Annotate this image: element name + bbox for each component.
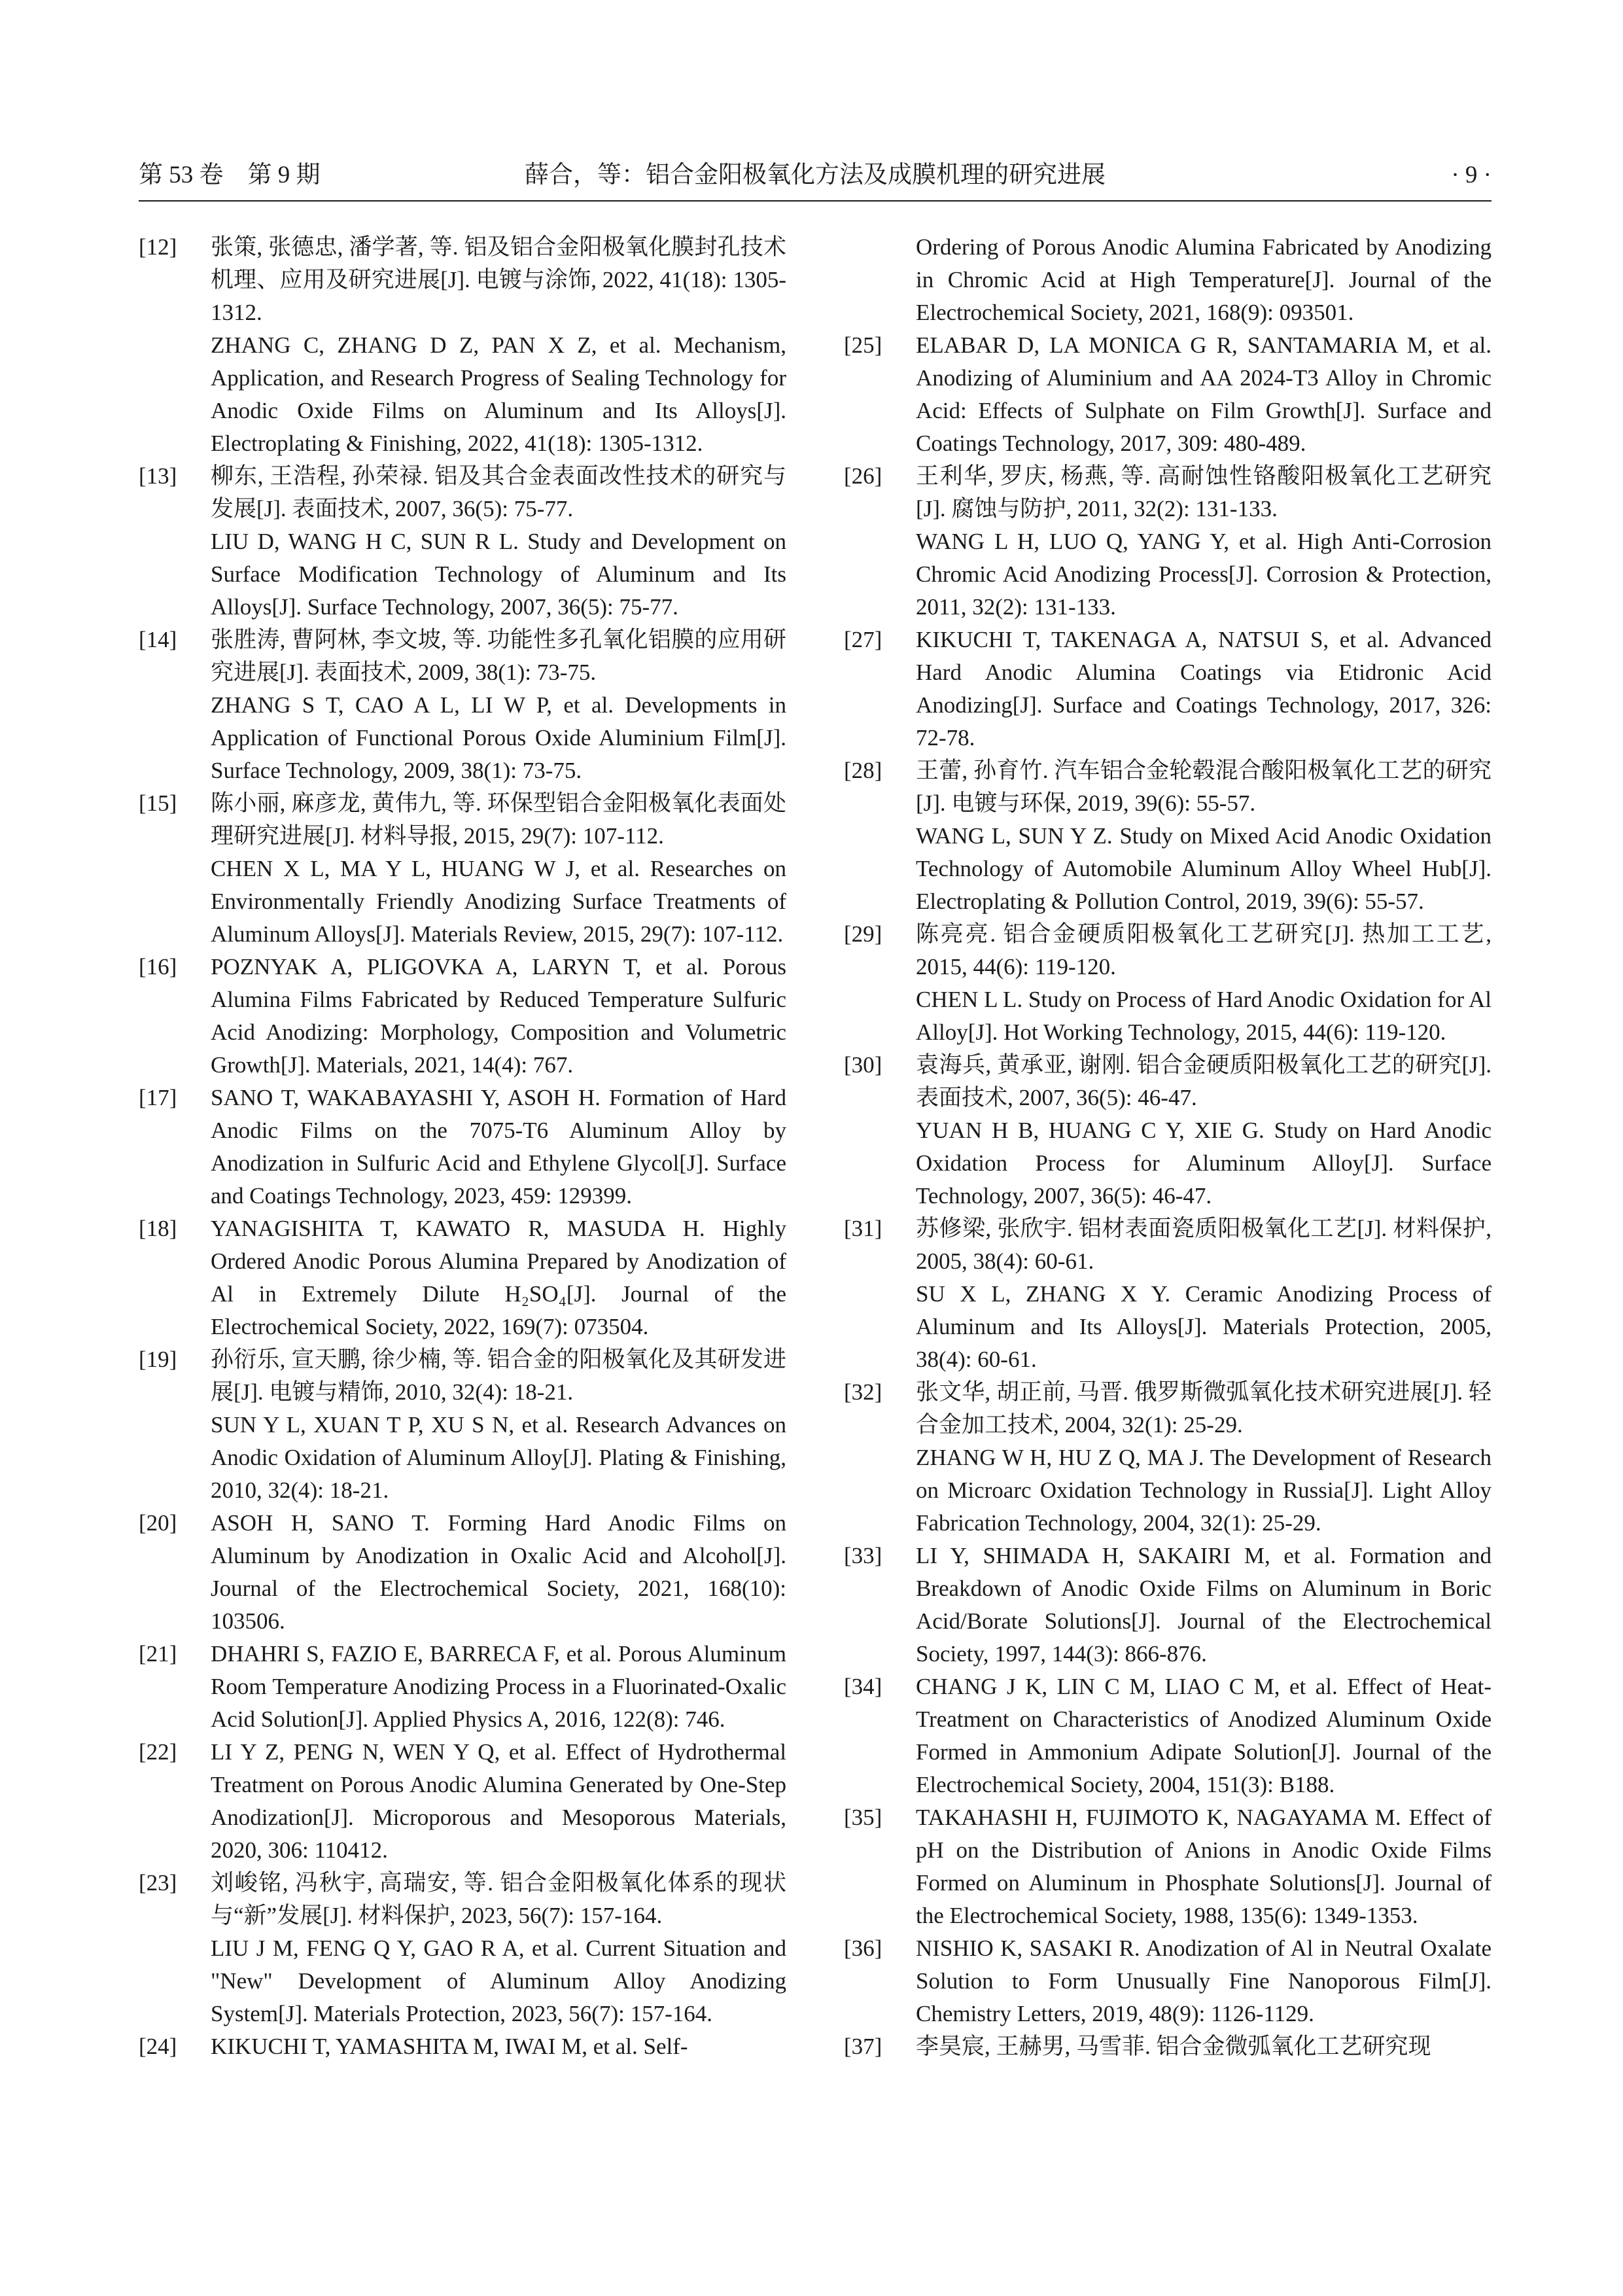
reference-entry — [844, 1049, 1492, 1212]
reference-text: SU X L, ZHANG X Y. Ceramic Anodizing Process of Aluminum and Its Alloys[J]. Materials Protection, 2005, 38(4): 60-61. — [916, 1281, 1492, 1372]
reference-entry — [139, 1082, 786, 1212]
reference-number: [21] — [139, 1641, 177, 1667]
reference-number: [26] — [844, 463, 882, 489]
reference-entry — [844, 1540, 1492, 1670]
running-title: 薛合，等：铝合金阳极氧化方法及成膜机理的研究进展 — [525, 162, 1106, 188]
reference-text: DHAHRI S, FAZIO E, BARRECA F, et al. Porous Aluminum Room Temperature Anodizing Process in a Fluorinated-Oxalic Acid Solution[J]. Applied Physics A, 2016, 122(8): 746. — [211, 1641, 786, 1732]
page-number: · 9 · — [1451, 162, 1492, 188]
reference-entry — [844, 460, 1492, 624]
running-header — [139, 156, 1492, 195]
reference-text: 张胜涛, 曹阿林, 李文坡, 等. 功能性多孔氧化铝膜的应用研究进展[J]. 表面技术, 2009, 38(1): 73-75. — [211, 627, 786, 685]
reference-number: [28] — [844, 758, 882, 783]
reference-text: ZHANG W H, HU Z Q, MA J. The Development of Research on Microarc Oxidation Technology in Russia[J]. Light Alloy Fabrication Technology, 2004, 32(1): 25-29. — [916, 1445, 1492, 1536]
reference-entry — [139, 1638, 786, 1736]
reference-entry — [844, 1212, 1492, 1376]
reference-entry — [139, 1736, 786, 1867]
reference-number: [29] — [844, 921, 882, 947]
reference-text: LI Y Z, PENG N, WEN Y Q, et al. Effect of Hydrothermal Treatment on Porous Anodic Alumina Generated by One-Step Anodization[J]. Microporous and Mesoporous Materials, 2020, 306: 110412. — [211, 1739, 786, 1863]
reference-number: [15] — [139, 790, 177, 816]
reference-number: [27] — [844, 627, 882, 652]
reference-number: [23] — [139, 1870, 177, 1896]
reference-entry — [139, 951, 786, 1082]
reference-text: YANAGISHITA T, KAWATO R, MASUDA H. Highly Ordered Anodic Porous Alumina Prepared by Anodization of Al in Extremely Dilute H₂SO₄[J]. Journal of the Electrochemical Society, 2022, 169(7): 073504. — [211, 1216, 786, 1339]
reference-text: 陈亮亮. 铝合金硬质阳极氧化工艺研究[J]. 热加工工艺, 2015, 44(6): 119-120. — [916, 921, 1492, 980]
reference-number: [16] — [139, 954, 177, 980]
reference-text: TAKAHASHI H, FUJIMOTO K, NAGAYAMA M. Effect of pH on the Distribution of Anions in Anodic Oxide Films Formed on Aluminum in Phosphate Solutions[J]. Journal of the Electrochemical Society, 1988, 135(6): 1349-1353. — [916, 1805, 1492, 1928]
reference-number: [22] — [139, 1739, 177, 1765]
reference-entry — [139, 460, 786, 624]
reference-text: ZHANG S T, CAO A L, LI W P, et al. Developments in Application of Functional Porous Oxide Aluminium Film[J]. Surface Technology, 2009, 38(1): 73-75. — [211, 692, 786, 783]
reference-entry — [844, 754, 1492, 918]
reference-number: [13] — [139, 463, 177, 489]
reference-entry — [139, 624, 786, 787]
reference-text: SUN Y L, XUAN T P, XU S N, et al. Research Advances on Anodic Oxidation of Aluminum Alloy[J]. Plating & Finishing, 2010, 32(4): 18-21. — [211, 1412, 786, 1503]
reference-text: 王蕾, 孙育竹. 汽车铝合金轮毂混合酸阳极氧化工艺的研究[J]. 电镀与环保, 2019, 39(6): 55-57. — [916, 758, 1492, 816]
reference-text: WANG L H, LUO Q, YANG Y, et al. High Anti-Corrosion Chromic Acid Anodizing Process[J]. Corrosion & Protection, 2011, 32(2): 131-133. — [916, 529, 1492, 620]
reference-text: YUAN H B, HUANG C Y, XIE G. Study on Hard Anodic Oxidation Process for Aluminum Alloy[J]. Surface Technology, 2007, 36(5): 46-47. — [916, 1118, 1492, 1209]
reference-text: 张文华, 胡正前, 马晋. 俄罗斯微弧氧化技术研究进展[J]. 轻合金加工技术, 2004, 32(1): 25-29. — [916, 1379, 1492, 1438]
reference-text: 张策, 张德忠, 潘学著, 等. 铝及铝合金阳极氧化膜封孔技术机理、应用及研究进展[J]. 电镀与涂饰, 2022, 41(18): 1305-1312. — [211, 234, 786, 325]
volume-issue: 第 53 卷 第 9 期 — [139, 162, 321, 188]
reference-text: ZHANG C, ZHANG D Z, PAN X Z, et al. Mechanism, Application, and Research Progress of Sealing Technology for Anodic Oxide Films on Aluminum and Its Alloys[J]. Electroplating & Finishing, 2022, 41(18): 1305-1312. — [211, 332, 786, 456]
reference-entry — [844, 1376, 1492, 1540]
reference-text: POZNYAK A, PLIGOVKA A, LARYN T, et al. Porous Alumina Films Fabricated by Reduced Temperature Sulfuric Acid Anodizing: Morphology, Composition and Volumetric Growth[J]. Materials, 2021, 14(4): 767. — [211, 954, 786, 1078]
references-right-column — [844, 231, 1492, 2063]
reference-entry — [139, 231, 786, 460]
reference-entry — [844, 2030, 1492, 2063]
reference-text: KIKUCHI T, TAKENAGA A, NATSUI S, et al. Advanced Hard Anodic Alumina Coatings via Etidronic Acid Anodizing[J]. Surface and Coatings Technology, 2017, 326: 72-78. — [916, 627, 1492, 751]
reference-entry — [139, 2030, 786, 2063]
reference-number: [25] — [844, 332, 882, 358]
reference-number: [17] — [139, 1085, 177, 1110]
reference-number: [14] — [139, 627, 177, 652]
reference-text: 袁海兵, 黄承亚, 谢刚. 铝合金硬质阳极氧化工艺的研究[J]. 表面技术, 2007, 36(5): 46-47. — [916, 1052, 1492, 1110]
reference-number: [37] — [844, 2034, 882, 2059]
reference-text: 苏修梁, 张欣宇. 铝材表面瓷质阳极氧化工艺[J]. 材料保护, 2005, 38(4): 60-61. — [916, 1216, 1492, 1274]
reference-text: LI Y, SHIMADA H, SAKAIRI M, et al. Formation and Breakdown of Anodic Oxide Films on Aluminum in Boric Acid/Borate Solutions[J]. Journal of the Electrochemical Society, 1997, 144(3): 866-876. — [916, 1543, 1492, 1667]
reference-text: 刘峻铭, 冯秋宇, 高瑞安, 等. 铝合金阳极氧化体系的现状与“新”发展[J]. 材料保护, 2023, 56(7): 157-164. — [211, 1870, 786, 1928]
reference-number: [20] — [139, 1510, 177, 1536]
reference-text: CHEN X L, MA Y L, HUANG W J, et al. Researches on Environmentally Friendly Anodizing Surface Treatments of Aluminum Alloys[J]. Materials Review, 2015, 29(7): 107-112. — [211, 856, 786, 947]
reference-entry — [844, 1670, 1492, 1801]
reference-number: [32] — [844, 1379, 882, 1405]
reference-text: CHANG J K, LIN C M, LIAO C M, et al. Effect of Heat-Treatment on Characteristics of Anodized Aluminum Oxide Formed in Ammonium Adipate Solution[J]. Journal of the Electrochemical Society, 2004, 151(3): B188. — [916, 1674, 1492, 1797]
references-left-column — [139, 231, 786, 2063]
reference-entry — [139, 787, 786, 951]
reference-number: [12] — [139, 234, 177, 260]
reference-text: WANG L, SUN Y Z. Study on Mixed Acid Anodic Oxidation Technology of Automobile Aluminum Alloy Wheel Hub[J]. Electroplating & Pollution Control, 2019, 39(6): 55-57. — [916, 823, 1492, 914]
reference-text: NISHIO K, SASAKI R. Anodization of Al in Neutral Oxalate Solution to Form Unusually Fine Nanoporous Film[J]. Chemistry Letters, 2019, 48(9): 1126-1129. — [916, 1935, 1492, 2026]
reference-entry — [844, 231, 1492, 329]
reference-entry — [844, 624, 1492, 754]
reference-text: LIU D, WANG H C, SUN R L. Study and Development on Surface Modification Technology of Aluminum and Its Alloys[J]. Surface Technology, 2007, 36(5): 75-77. — [211, 529, 786, 620]
reference-number: [24] — [139, 2034, 177, 2059]
reference-text: ASOH H, SANO T. Forming Hard Anodic Films on Aluminum by Anodization in Oxalic Acid and Alcohol[J]. Journal of the Electrochemical Society, 2021, 168(10): 103506. — [211, 1510, 786, 1634]
reference-text: 柳东, 王浩程, 孙荣禄. 铝及其合金表面改性技术的研究与发展[J]. 表面技术, 2007, 36(5): 75-77. — [211, 463, 786, 521]
reference-number: [35] — [844, 1805, 882, 1830]
reference-number: [19] — [139, 1347, 177, 1372]
reference-entry — [139, 1343, 786, 1507]
reference-text: LIU J M, FENG Q Y, GAO R A, et al. Current Situation and "New" Development of Aluminum Alloy Anodizing System[J]. Materials Protection, 2023, 56(7): 157-164. — [211, 1935, 786, 2026]
reference-entry — [139, 1867, 786, 2030]
reference-text: 李昊宸, 王赫男, 马雪菲. 铝合金微弧氧化工艺研究现 — [916, 2034, 1431, 2059]
reference-entry — [844, 1932, 1492, 2030]
reference-number: [36] — [844, 1935, 882, 1961]
reference-number: [30] — [844, 1052, 882, 1078]
reference-number: [33] — [844, 1543, 882, 1568]
reference-entry — [844, 329, 1492, 460]
reference-number: [31] — [844, 1216, 882, 1241]
reference-text: 孙衍乐, 宣天鹏, 徐少楠, 等. 铝合金的阳极氧化及其研发进展[J]. 电镀与精饰, 2010, 32(4): 18-21. — [211, 1347, 786, 1405]
reference-entry — [139, 1212, 786, 1343]
reference-text: CHEN L L. Study on Process of Hard Anodic Oxidation for Al Alloy[J]. Hot Working Technology, 2015, 44(6): 119-120. — [916, 987, 1492, 1045]
reference-text: 陈小丽, 麻彦龙, 黄伟九, 等. 环保型铝合金阳极氧化表面处理研究进展[J]. 材料导报, 2015, 29(7): 107-112. — [211, 790, 786, 849]
reference-text: Ordering of Porous Anodic Alumina Fabricated by Anodizing in Chromic Acid at High Temperature[J]. Journal of the Electrochemical Society, 2021, 168(9): 093501. — [916, 234, 1492, 325]
reference-entry — [139, 1507, 786, 1638]
header-rule — [139, 200, 1492, 202]
reference-entry — [844, 1801, 1492, 1932]
reference-text: KIKUCHI T, YAMASHITA M, IWAI M, et al. Self- — [211, 2034, 688, 2059]
reference-text: ELABAR D, LA MONICA G R, SANTAMARIA M, et al. Anodizing of Aluminium and AA 2024-T3 Alloy in Chromic Acid: Effects of Sulphate on Film Growth[J]. Surface and Coatings Technology, 2017, 309: 480-489. — [916, 332, 1492, 456]
reference-text: SANO T, WAKABAYASHI Y, ASOH H. Formation of Hard Anodic Films on the 7075-T6 Aluminum Alloy by Anodization in Sulfuric Acid and Ethylene Glycol[J]. Surface and Coatings Technology, 2023, 459: 129399. — [211, 1085, 786, 1209]
reference-number: [18] — [139, 1216, 177, 1241]
reference-entry — [844, 918, 1492, 1049]
reference-text: 王利华, 罗庆, 杨燕, 等. 高耐蚀性铬酸阳极氧化工艺研究[J]. 腐蚀与防护, 2011, 32(2): 131-133. — [916, 463, 1492, 521]
reference-number: [34] — [844, 1674, 882, 1699]
